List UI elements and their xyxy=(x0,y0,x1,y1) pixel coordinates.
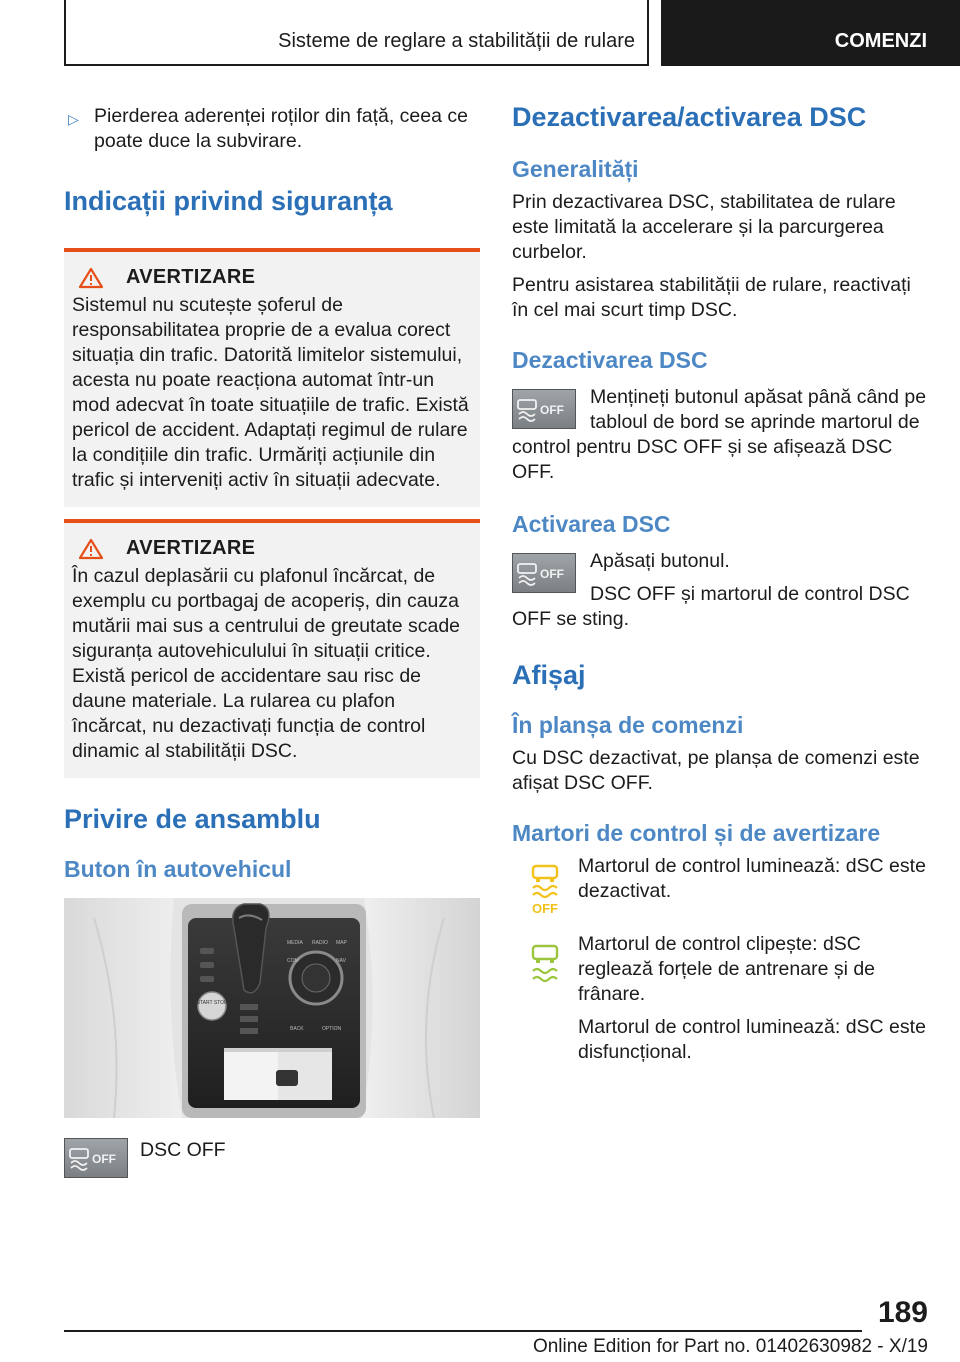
dsc-green-lamp-icon xyxy=(512,932,578,1065)
off-text: OFF xyxy=(92,1152,116,1166)
lamp-2-text-block xyxy=(578,932,928,1065)
warning-box-2 xyxy=(64,519,480,778)
dsc-off-button-icon xyxy=(64,1138,128,1178)
off-text: OFF xyxy=(540,403,564,417)
lamp-2-text-1: Martorul de control clipește: dSC reglează forțele de antrenare și de frânare. xyxy=(578,933,876,1005)
deactivate-heading: Dezactivarea DSC xyxy=(512,347,708,373)
photo-option-label: OPTION xyxy=(322,1026,342,1032)
warning-header xyxy=(72,537,472,560)
activate-heading: Activarea DSC xyxy=(512,511,671,537)
header-section-title: Sisteme de reglare a stabilității de rulare xyxy=(278,30,635,52)
header-chapter-tab xyxy=(661,0,960,66)
dsc-off-button-icon xyxy=(512,389,576,429)
photo-back-label: BACK xyxy=(290,1026,304,1032)
activate-text-1: Apăsați butonul. xyxy=(590,550,730,572)
dsc-off-button-icon xyxy=(512,553,576,593)
safety-heading: Indicații privind siguranța xyxy=(64,186,393,216)
lamp-off-text: OFF xyxy=(532,901,558,916)
bullet-item xyxy=(64,104,480,154)
lamp-1-text: Martorul de control luminează: dSC este dezactivat. xyxy=(578,855,926,902)
indicator-lamps-heading: Martori de control și de avertizare xyxy=(512,820,881,846)
dsc-off-yellow-lamp-icon xyxy=(512,854,578,918)
lamp-row-2 xyxy=(512,932,928,1065)
bullet-text: Pierderea aderenței roților din față, ceea ce poate duce la subvirare. xyxy=(94,105,468,152)
warning-header xyxy=(72,266,472,289)
photo-com-label: COM xyxy=(287,958,299,964)
control-panel-text: Cu DSC dezactivat, pe planșa de comenzi este afișat DSC OFF. xyxy=(512,747,920,794)
dsc-off-caption: DSC OFF xyxy=(140,1139,226,1161)
display-heading: Afișaj xyxy=(512,660,586,690)
right-column xyxy=(512,100,928,1065)
general-paragraph-2: Pentru asistarea stabilității de rulare, reactivați în cel mai scurt timp DSC. xyxy=(512,274,911,321)
deactivate-block xyxy=(512,385,928,485)
footer-rule xyxy=(64,1330,862,1332)
warning-label: AVERTIZARE xyxy=(126,537,256,559)
warning-text: În cazul deplasării cu plafonul încărcat, de exemplu cu portbagaj de acoperiș, din cauza mutării mai sus a centrului de greutate scade siguranța autovehiculului în situații critice. Există pericol de accidentare sau risc de daune materiale. La rularea cu plafon încărcat, nu dezactivați funcția de control dinamic al stabilității DSC. xyxy=(72,565,461,762)
deactivate-text: Mențineți butonul apăsat până când pe tabloul de bord se aprinde martorul de control pentru DSC OFF și se afișează DSC OFF. xyxy=(512,386,927,483)
warning-label: AVERTIZARE xyxy=(126,266,256,288)
edition-text: Online Edition for Part no. 01402630982 - X/19 xyxy=(532,1336,928,1357)
dsc-main-heading: Dezactivarea/activarea DSC xyxy=(512,102,867,132)
page-number: 189 xyxy=(877,1296,928,1329)
lamp-row-1 xyxy=(512,854,928,918)
photo-start-label: START STOP xyxy=(196,1000,228,1006)
warning-text: Sistemul nu scutește șoferul de responsabilitatea proprie de a evalua corect situația din trafic. Datorită limitelor sistemului, acesta nu poate reacționa automat într-un mod adecvat în toate situațiile de trafic. Există pericol de accident. Adaptați regimul de rulare la condițiile din trafic. Urmăriți acțiunile din trafic și interveniți activ în situații adecvate. xyxy=(72,294,469,491)
lamp-2-text-2: Martorul de control luminează: dSC este disfuncțional. xyxy=(578,1016,926,1063)
dsc-button-caption-row xyxy=(64,1138,480,1178)
general-heading: Generalități xyxy=(512,156,639,182)
activate-block xyxy=(512,549,928,632)
control-panel-heading: În planșa de comenzi xyxy=(512,712,744,738)
general-paragraph-1: Prin dezactivarea DSC, stabilitatea de rulare este limitată la accelerare și la parcurgerea curbelor. xyxy=(512,191,896,263)
warning-triangle-icon xyxy=(78,267,104,289)
photo-radio-label: RADIO xyxy=(312,940,328,946)
center-console-photo xyxy=(64,898,480,1118)
warning-box-1 xyxy=(64,248,480,507)
left-column xyxy=(64,104,480,1178)
photo-nav-label: NAV xyxy=(336,958,346,964)
photo-map-label: MAP xyxy=(336,940,347,946)
photo-media-label: MEDIA xyxy=(287,940,303,946)
header-section-box xyxy=(64,0,649,66)
warning-triangle-icon xyxy=(78,538,104,560)
activate-text-2: DSC OFF și martorul de control DSC OFF se sting. xyxy=(512,583,910,630)
off-text: OFF xyxy=(540,567,564,581)
button-heading: Buton în autovehicul xyxy=(64,856,292,882)
header-chapter-label: COMENZI xyxy=(834,30,927,52)
overview-heading: Privire de ansamblu xyxy=(64,804,321,834)
bullet-triangle-icon: ▷ xyxy=(68,111,79,127)
